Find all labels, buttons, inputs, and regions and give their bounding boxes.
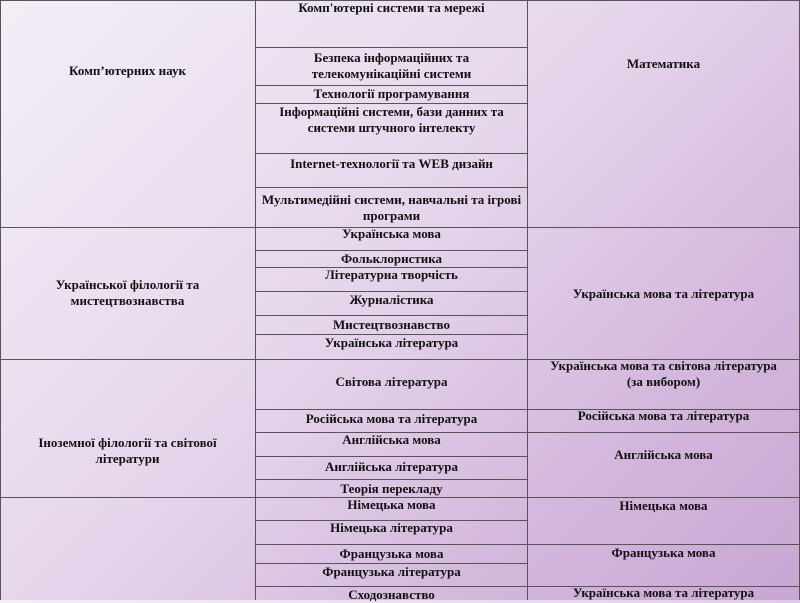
specialty-cell: Комп'ютерні системи та мережі [298,0,485,15]
faculty-cell: Іноземної філології та світової літератури [38,435,217,466]
specialty-cell: Журналістика [349,292,434,307]
subject-cell: Англійська мова [614,447,713,462]
specialty-cell: Українська література [324,335,459,350]
subject-cell: Українська мова та література [572,585,755,600]
subject-cell: Французька мова [611,545,716,560]
specialty-cell: Світова література [335,373,448,389]
faculty-cell: Комп’ютерних наук [69,63,186,78]
faculty-cell: Української філології та мистецтвознавства [55,277,200,308]
specialty-cell: Мистецтвознавство [333,317,450,332]
specialty-cell: Англійська література [324,459,459,474]
specialty-cell: Фольклористика [340,251,443,266]
specialty-cell: Німецька література [330,520,453,535]
specialty-cell: Теорія перекладу [340,481,443,496]
specialty-cell: Французька література [322,564,461,579]
specialty-cell: Німецька мова [347,497,436,512]
subject-cell: Українська мова та література [572,286,755,301]
subject-cell: Українська мова та світова література (за вибором) [550,358,777,389]
specialty-cell: Російська мова та література [305,411,478,426]
subject-cell: Німецька мова [619,498,708,513]
specialty-cell: Безпека інформаційних та телекомунікаційні системи [311,50,472,81]
specialty-cell: Технології програмування [313,86,470,101]
specialty-cell: Французька мова [339,546,444,561]
subject-cell: Російська мова та література [577,408,750,423]
specialty-cell: Інформаційні системи, бази данних та системи штучного інтелекту [279,104,504,135]
specialty-cell: Українська мова [342,226,441,241]
specialty-cell: Англійська мова [342,432,441,447]
specialty-cell: Internet-технології та WEB дизайн [290,156,493,171]
specialty-cell: Мультимедійні системи, навчальні та ігрові програми [261,191,522,223]
specialty-cell: Літературна творчість [325,267,458,282]
subject-cell: Математика [626,56,701,71]
specialty-cell: Сходознавство [348,587,435,602]
